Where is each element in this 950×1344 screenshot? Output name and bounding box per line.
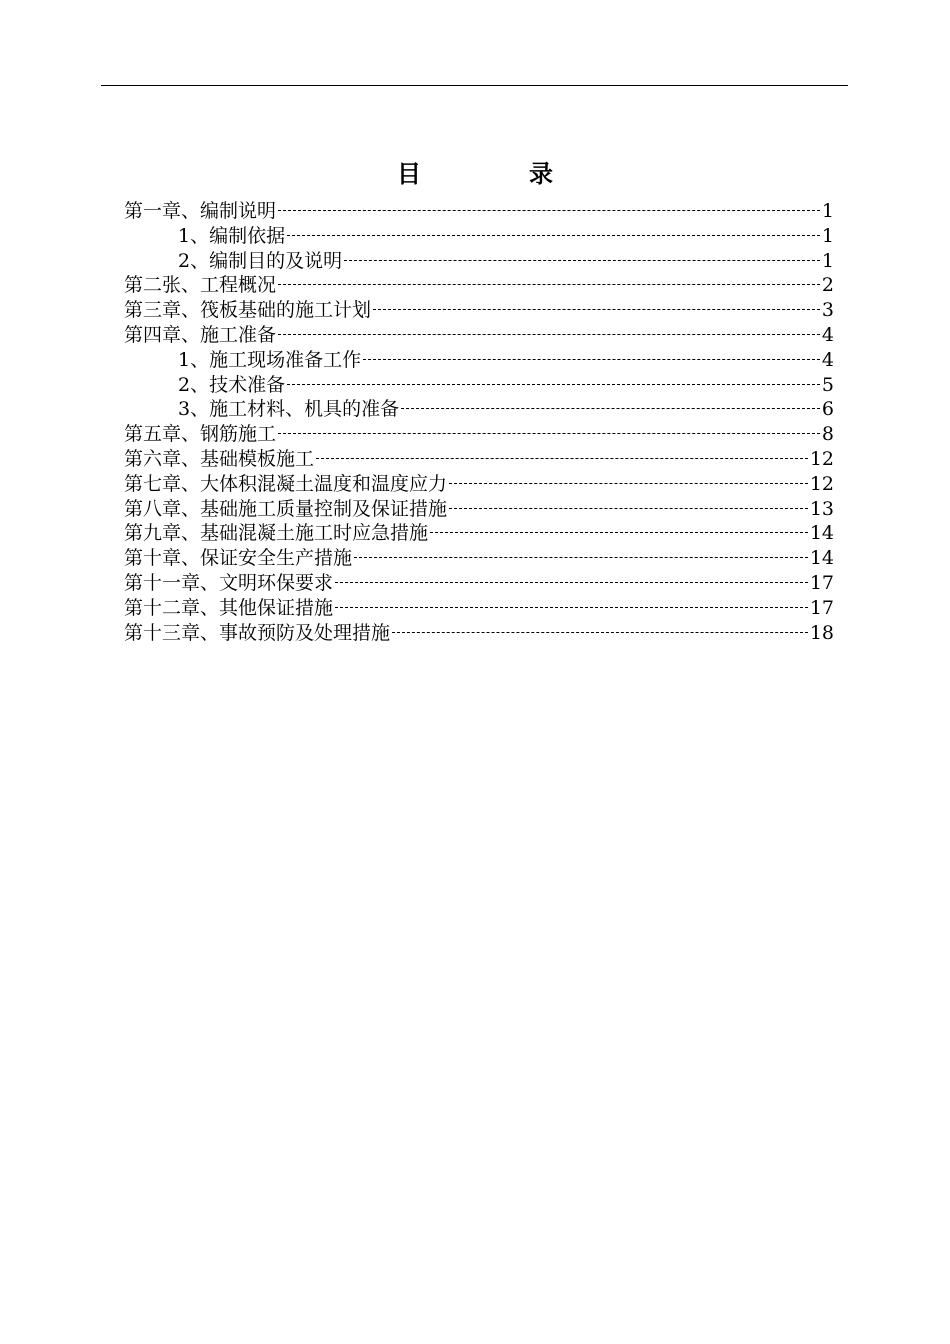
toc-entry-page: 12 [809,447,834,470]
toc-entry-label: 第十一章、文明环保要求 [124,571,334,594]
toc-leader [392,631,808,633]
toc-entry-page: 12 [809,472,834,495]
toc-leader [278,209,820,211]
toc-entry[interactable] [124,397,834,422]
toc-entry[interactable] [124,298,834,323]
toc-entry-page: 5 [821,373,834,396]
toc-entry-page: 17 [809,596,834,619]
toc-entry[interactable] [124,497,834,522]
toc-leader [278,283,820,285]
toc-entry-page: 1 [821,224,834,247]
toc-entry[interactable] [124,546,834,571]
toc-entry-label: 第十二章、其他保证措施 [124,596,334,619]
toc-entry-page: 14 [809,547,834,570]
toc-entry[interactable] [124,447,834,472]
toc-entry-page: 14 [809,522,834,545]
toc-leader [335,606,808,608]
toc-entry-page: 1 [821,249,834,272]
toc-entry-label: 2、编制目的及说明 [178,249,343,272]
toc-entry-page: 17 [809,571,834,594]
toc-entry-label: 第七章、大体积混凝土温度和温度应力 [124,472,448,495]
toc-entry[interactable] [124,373,834,398]
toc-entry[interactable] [124,224,834,249]
toc-entry[interactable] [124,323,834,348]
toc-leader [363,358,820,360]
toc-entry-label: 第十章、保证安全生产措施 [124,547,353,570]
toc-entry-page: 8 [821,423,834,446]
toc-entry-page: 4 [821,323,834,346]
toc-entry-label: 第五章、钢筋施工 [124,423,277,446]
toc-leader [449,482,808,484]
toc-entry-label: 第四章、施工准备 [124,323,277,346]
toc-leader [344,259,820,261]
toc-entry-label: 第十三章、事故预防及处理措施 [124,621,391,644]
toc-entry[interactable] [124,472,834,497]
toc-leader [316,457,808,459]
toc-leader [278,432,820,434]
toc-entry-label: 2、技术准备 [178,373,286,396]
toc-entry-label: 3、施工材料、机具的准备 [178,398,400,421]
toc-leader [287,383,820,385]
toc-entry-label: 第一章、编制说明 [124,200,277,222]
toc-entry-label: 第八章、基础施工质量控制及保证措施 [124,497,448,520]
toc-entry[interactable] [124,621,834,646]
toc-leader [278,333,820,335]
toc-entry-label: 第三章、筏板基础的施工计划 [124,299,372,322]
toc-entry-page: 6 [821,398,834,421]
toc-entry-page: 4 [821,348,834,371]
toc-leader [449,507,808,509]
toc-entry-page: 2 [821,274,834,297]
toc-leader [401,407,820,409]
toc-entry[interactable] [124,348,834,373]
toc-entry[interactable] [124,199,834,224]
toc-entry[interactable] [124,521,834,546]
toc-leader [287,234,820,236]
toc-entry-label: 第九章、基础混凝土施工时应急措施 [124,522,429,545]
toc-entry-page: 1 [821,200,834,222]
table-of-contents [124,199,834,645]
toc-entry-page: 13 [809,497,834,520]
toc-entry-page: 3 [821,299,834,322]
toc-entry[interactable] [124,249,834,274]
toc-entry-label: 第二张、工程概况 [124,274,277,297]
toc-leader [373,308,820,310]
toc-entry-label: 1、施工现场准备工作 [178,348,362,371]
toc-leader [354,556,808,558]
toc-leader [335,581,808,583]
toc-entry-label: 1、编制依据 [178,224,286,247]
toc-entry[interactable] [124,571,834,596]
toc-entry[interactable] [124,596,834,621]
header-rule [101,85,848,86]
toc-entry-label: 第六章、基础模板施工 [124,447,315,470]
toc-entry[interactable] [124,273,834,298]
toc-leader [430,531,808,533]
toc-title: 目 录 [397,160,595,188]
toc-entry[interactable] [124,422,834,447]
toc-entry-page: 18 [809,621,834,644]
